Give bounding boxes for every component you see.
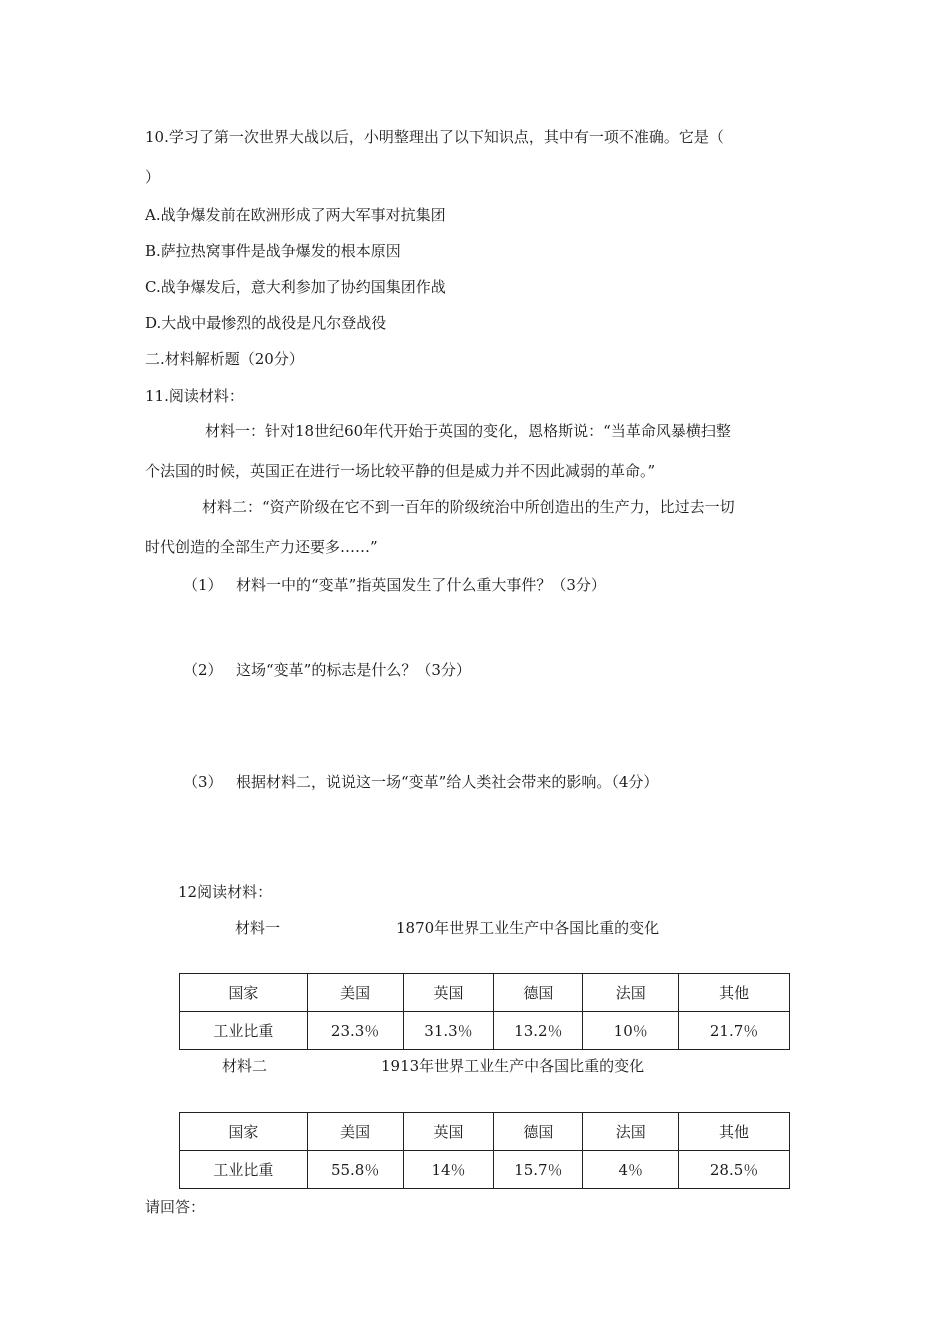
q12-title: 12阅读材料：	[178, 883, 273, 901]
q11-sub1-text: 材料一中的“变革”指英国发生了什么重大事件？（3分）	[236, 576, 606, 594]
q12-material2-caption: 1913年世界工业生产中各国比重的变化	[381, 1057, 645, 1075]
table-1870-cell: 31.3％	[403, 1012, 494, 1050]
q11-material2-line2: 时代创造的全部生产力还要多……”	[145, 538, 378, 556]
table-1870-header-cell: 国家	[180, 974, 308, 1012]
table-1870-header-cell: 英国	[403, 974, 494, 1012]
q11-sub3-text: 根据材料二，说说这一场“变革”给人类社会带来的影响。（4分）	[236, 773, 659, 791]
q11-sub1-number: （1）	[183, 576, 223, 594]
q12-material1-label: 材料一	[235, 919, 281, 937]
q10-option-d: D.大战中最惨烈的战役是凡尔登战役	[145, 314, 387, 332]
q11-material1-line1: 材料一：针对18世纪60年代开始于英国的变化，恩格斯说：“当革命风暴横扫整	[205, 422, 731, 440]
table-1913-cell: 15.7％	[494, 1151, 583, 1189]
q10-option-c: C.战争爆发后，意大利参加了协约国集团作战	[145, 278, 446, 296]
table-1913	[179, 1112, 790, 1189]
table-1913-header-row	[180, 1113, 790, 1151]
q10-stem: 10.学习了第一次世界大战以后，小明整理出了以下知识点，其中有一项不准确。它是（	[145, 128, 724, 146]
table-1913-header-cell: 德国	[494, 1113, 583, 1151]
q11-sub3-number: （3）	[183, 773, 223, 791]
q12-material2-label: 材料二	[222, 1057, 268, 1075]
table-1913-header-cell: 国家	[180, 1113, 308, 1151]
table-1870-cell: 13.2％	[494, 1012, 583, 1050]
q11-sub2-number: （2）	[183, 661, 223, 679]
table-1870-data-row	[180, 1012, 790, 1050]
table-1870-cell: 工业比重	[180, 1012, 308, 1050]
table-1870-header-row	[180, 974, 790, 1012]
table-1913-cell: 55.8％	[307, 1151, 403, 1189]
table-1870-header-cell: 其他	[679, 974, 790, 1012]
table-1913-header-cell: 美国	[307, 1113, 403, 1151]
q10-option-b: B.萨拉热窝事件是战争爆发的根本原因	[145, 242, 401, 260]
q10-option-a: A.战争爆发前在欧洲形成了两大军事对抗集团	[145, 206, 446, 224]
table-1913-header-cell: 其他	[679, 1113, 790, 1151]
table-1870-cell: 10％	[583, 1012, 679, 1050]
table-1870-cell: 23.3％	[307, 1012, 403, 1050]
table-1870-header-cell: 德国	[494, 974, 583, 1012]
table-1913-cell: 14％	[403, 1151, 494, 1189]
q11-material1-line2: 个法国的时候，英国正在进行一场比较平静的但是威力并不因此减弱的革命。”	[145, 462, 656, 480]
table-1913-data-row	[180, 1151, 790, 1189]
table-1870-cell: 21.7％	[679, 1012, 790, 1050]
table-1870-header-cell: 美国	[307, 974, 403, 1012]
q12-material1-caption: 1870年世界工业生产中各国比重的变化	[396, 919, 660, 937]
q11-material2-line1: 材料二：“资产阶级在它不到一百年的阶级统治中所创造出的生产力，比过去一切	[202, 498, 735, 516]
section-heading: 二.材料解析题（20分）	[145, 350, 304, 368]
table-1913-header-cell: 英国	[403, 1113, 494, 1151]
table-1913-cell: 工业比重	[180, 1151, 308, 1189]
table-1913-cell: 4％	[583, 1151, 679, 1189]
table-1913-header-cell: 法国	[583, 1113, 679, 1151]
q12-prompt: 请回答：	[145, 1198, 206, 1216]
q11-sub2-text: 这场“变革”的标志是什么？（3分）	[236, 661, 471, 679]
q11-title: 11.阅读材料：	[145, 387, 244, 405]
table-1870-header-cell: 法国	[583, 974, 679, 1012]
table-1913-cell: 28.5％	[679, 1151, 790, 1189]
q10-stem-cont: ）	[145, 168, 161, 186]
table-1870	[179, 973, 790, 1050]
